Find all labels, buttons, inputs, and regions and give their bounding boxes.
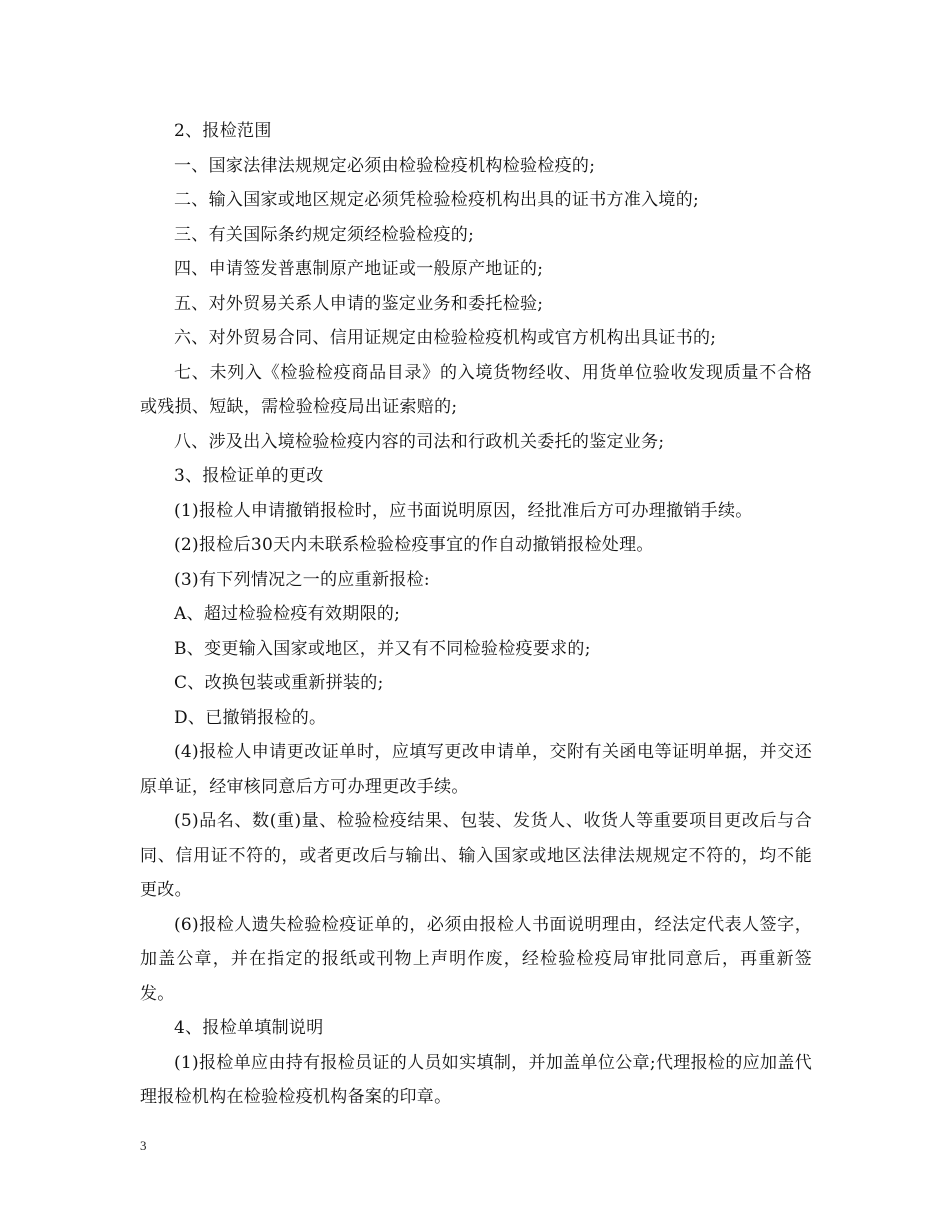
paragraph: (2)报检后30天内未联系检验检疫事宜的作自动撤销报检处理。 <box>174 535 654 555</box>
document-body <box>140 114 812 1115</box>
section-heading-scope: 2、报检范围 <box>174 121 272 141</box>
list-item: D、已撤销报检的。 <box>174 707 327 728</box>
list-item: A、超过检验检疫有效期限的; <box>174 604 401 624</box>
section-heading-amendment: 3、报检证单的更改 <box>174 466 324 486</box>
paragraph: 六、对外贸易合同、信用证规定由检验检疫机构或官方机构出具证书的; <box>174 328 717 348</box>
paragraph: 三、有关国际条约规定须经检验检疫的; <box>174 224 475 245</box>
paragraph: (1)报检人申请撤销报检时，应书面说明原因，经批准后方可办理撤销手续。 <box>174 500 753 521</box>
paragraph: (1)报检单应由持有报检员证的人员如实填制，并加盖单位公章;代理报检的应加盖代理报检机构在检验检疫机构备案的印章。 <box>140 1052 812 1107</box>
paragraph: 一、国家法律法规规定必须由检验检疫机构检验检疫的; <box>174 155 596 176</box>
paragraph: (4)报检人申请更改证单时，应填写更改申请单，交附有关函电等证明单据，并交还原单证，经审核同意后方可办理更改手续。 <box>140 742 812 797</box>
page-number: 3 <box>140 1138 147 1153</box>
paragraph: (6)报检人遗失检验检疫证单的，必须由报检人书面说明理由，经法定代表人签字，加盖公章，并在指定的报纸或刊物上声明作废，经检验检疫局审批同意后，再重新签发。 <box>140 914 812 1004</box>
paragraph: 七、未列入《检验检疫商品目录》的入境货物经收、用货单位验收发现质量不合格或残损、短缺，需检验检疫局出证索赔的; <box>140 362 812 417</box>
paragraph: 八、涉及出入境检验检疫内容的司法和行政机关委托的鉴定业务; <box>174 431 665 452</box>
paragraph: 五、对外贸易关系人申请的鉴定业务和委托检验; <box>174 293 544 314</box>
list-item: C、改换包装或重新拼装的; <box>174 673 384 693</box>
paragraph: (5)品名、数(重)量、检验检疫结果、包装、发货人、收货人等重要项目更改后与合同、信用证不符的，或者更改后与输出、输入国家或地区法律法规规定不符的，均不能更改。 <box>140 811 812 900</box>
paragraph: 二、输入国家或地区规定必须凭检验检疫机构出具的证书方准入境的; <box>174 190 700 210</box>
list-item: B、变更输入国家或地区，并又有不同检验检疫要求的; <box>174 638 591 659</box>
section-heading-instructions: 4、报检单填制说明 <box>174 1018 324 1038</box>
paragraph: 四、申请签发普惠制原产地证或一般原产地证的; <box>174 259 544 279</box>
paragraph: (3)有下列情况之一的应重新报检: <box>174 569 430 590</box>
